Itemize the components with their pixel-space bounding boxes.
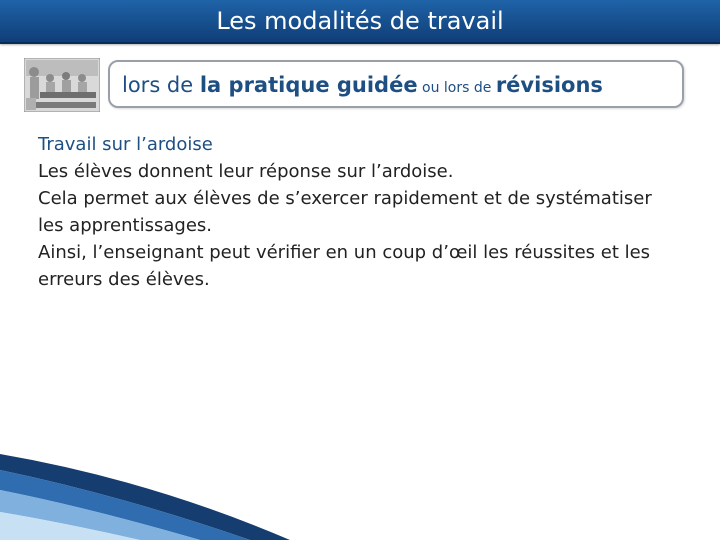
body-heading: Travail sur l’ardoise: [38, 134, 213, 155]
blue-swoosh-icon: [0, 440, 290, 540]
body-line-2: Cela permet aux élèves de s’exercer rapidement et de systématiser les apprentissages.: [38, 188, 652, 236]
body-line-1: Les élèves donnent leur réponse sur l’ardoise.: [38, 161, 454, 182]
subtitle-part3: ou lors de: [417, 80, 496, 96]
subtitle-box: [108, 60, 684, 108]
classroom-picture-icon: [24, 58, 100, 112]
subtitle-part2: la pratique guidée: [199, 73, 418, 97]
body-text: [38, 131, 678, 293]
subtitle-part4: révisions: [495, 73, 603, 97]
title-bar: [0, 0, 720, 44]
subtitle: [122, 72, 603, 101]
slide-title: Les modalités de travail: [216, 7, 504, 35]
body-line-3: Ainsi, l’enseignant peut vérifier en un coup d’œil les réussites et les erreurs des élèves.: [38, 242, 651, 290]
subtitle-part1: lors de: [122, 73, 200, 97]
